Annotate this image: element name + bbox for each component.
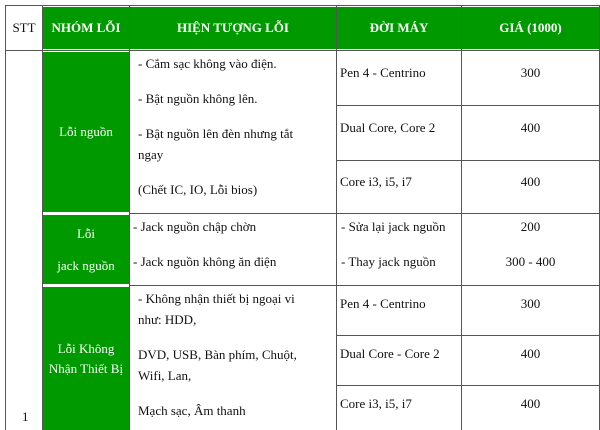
- group-cell-power: [43, 52, 129, 212]
- symptom-line: Wifi, Lan,: [138, 368, 192, 383]
- group-cell-jack: [43, 215, 129, 284]
- group-label: Nhận Thiết Bị: [48, 360, 124, 376]
- header-symptom: [130, 7, 336, 49]
- group-label: Lỗi: [76, 225, 96, 241]
- row-divider: [337, 160, 600, 161]
- group-label: Lỗi Không: [57, 340, 115, 356]
- model-cell: Pen 4 - Centrino: [340, 296, 426, 311]
- model-cell: Pen 4 - Centrino: [340, 65, 426, 80]
- symptom-line: DVD, USB, Bàn phím, Chuột,: [138, 347, 297, 362]
- price-cell: 300: [520, 65, 541, 80]
- price-cell: 400: [520, 174, 541, 189]
- header-stt: [6, 7, 42, 49]
- header-divider: [5, 50, 600, 51]
- table-border-top: [5, 5, 600, 6]
- symptom-line: (Chết IC, IO, Lỗi bios): [138, 182, 258, 197]
- symptom-line: như: HDD,: [138, 312, 197, 327]
- header-price-label: GIÁ (1000): [499, 20, 562, 35]
- section-divider: [130, 213, 600, 214]
- section-divider: [130, 285, 600, 286]
- group-label: jack nguồn: [57, 257, 115, 273]
- row-divider: [337, 335, 600, 336]
- header-price: [462, 7, 599, 49]
- group-cell-device: [43, 287, 129, 430]
- price-cell: 300 - 400: [505, 254, 556, 269]
- symptom-line: Mạch sạc, Âm thanh: [138, 403, 246, 418]
- row-divider: [337, 105, 600, 106]
- symptom-line: - Jack nguồn không ăn điện: [133, 254, 277, 269]
- table-border-left: [5, 5, 6, 430]
- header-model: [337, 7, 461, 49]
- price-cell: 300: [520, 296, 541, 311]
- symptom-line: - Bật nguồn lên đèn nhưng tắt: [138, 126, 294, 141]
- price-cell: 400: [520, 396, 541, 411]
- header-stt-label: STT: [12, 20, 36, 35]
- group-label: Lỗi nguồn: [59, 124, 113, 139]
- header-group: [43, 7, 129, 49]
- header-symptom-label: HIỆN TƯỢNG LỖI: [177, 20, 289, 35]
- column-divider: [42, 5, 43, 430]
- header-model-label: ĐỜI MÁY: [369, 20, 429, 35]
- column-divider: [129, 5, 130, 430]
- model-cell: Core i3, i5, i7: [340, 396, 412, 411]
- column-divider: [461, 5, 462, 430]
- symptom-line: ngay: [138, 147, 164, 162]
- model-cell: Dual Core - Core 2: [340, 346, 440, 361]
- model-cell: - Thay jack nguồn: [341, 254, 436, 269]
- row-number: 1: [22, 409, 29, 424]
- price-cell: 400: [520, 120, 541, 135]
- model-cell: Dual Core, Core 2: [340, 120, 436, 135]
- price-cell: 400: [520, 346, 541, 361]
- model-cell: Core i3, i5, i7: [340, 174, 412, 189]
- row-divider: [337, 385, 600, 386]
- price-cell: 200: [520, 219, 541, 234]
- symptom-line: - Cắm sạc không vào điện.: [138, 56, 277, 71]
- header-group-label: NHÓM LỖI: [51, 20, 121, 35]
- symptom-line: - Không nhận thiết bị ngoại vi: [138, 291, 295, 306]
- column-divider: [336, 5, 337, 430]
- symptom-line: - Bật nguồn không lên.: [138, 91, 258, 106]
- symptom-line: - Jack nguồn chập chờn: [133, 219, 257, 234]
- model-cell: - Sửa lại jack nguồn: [341, 219, 446, 234]
